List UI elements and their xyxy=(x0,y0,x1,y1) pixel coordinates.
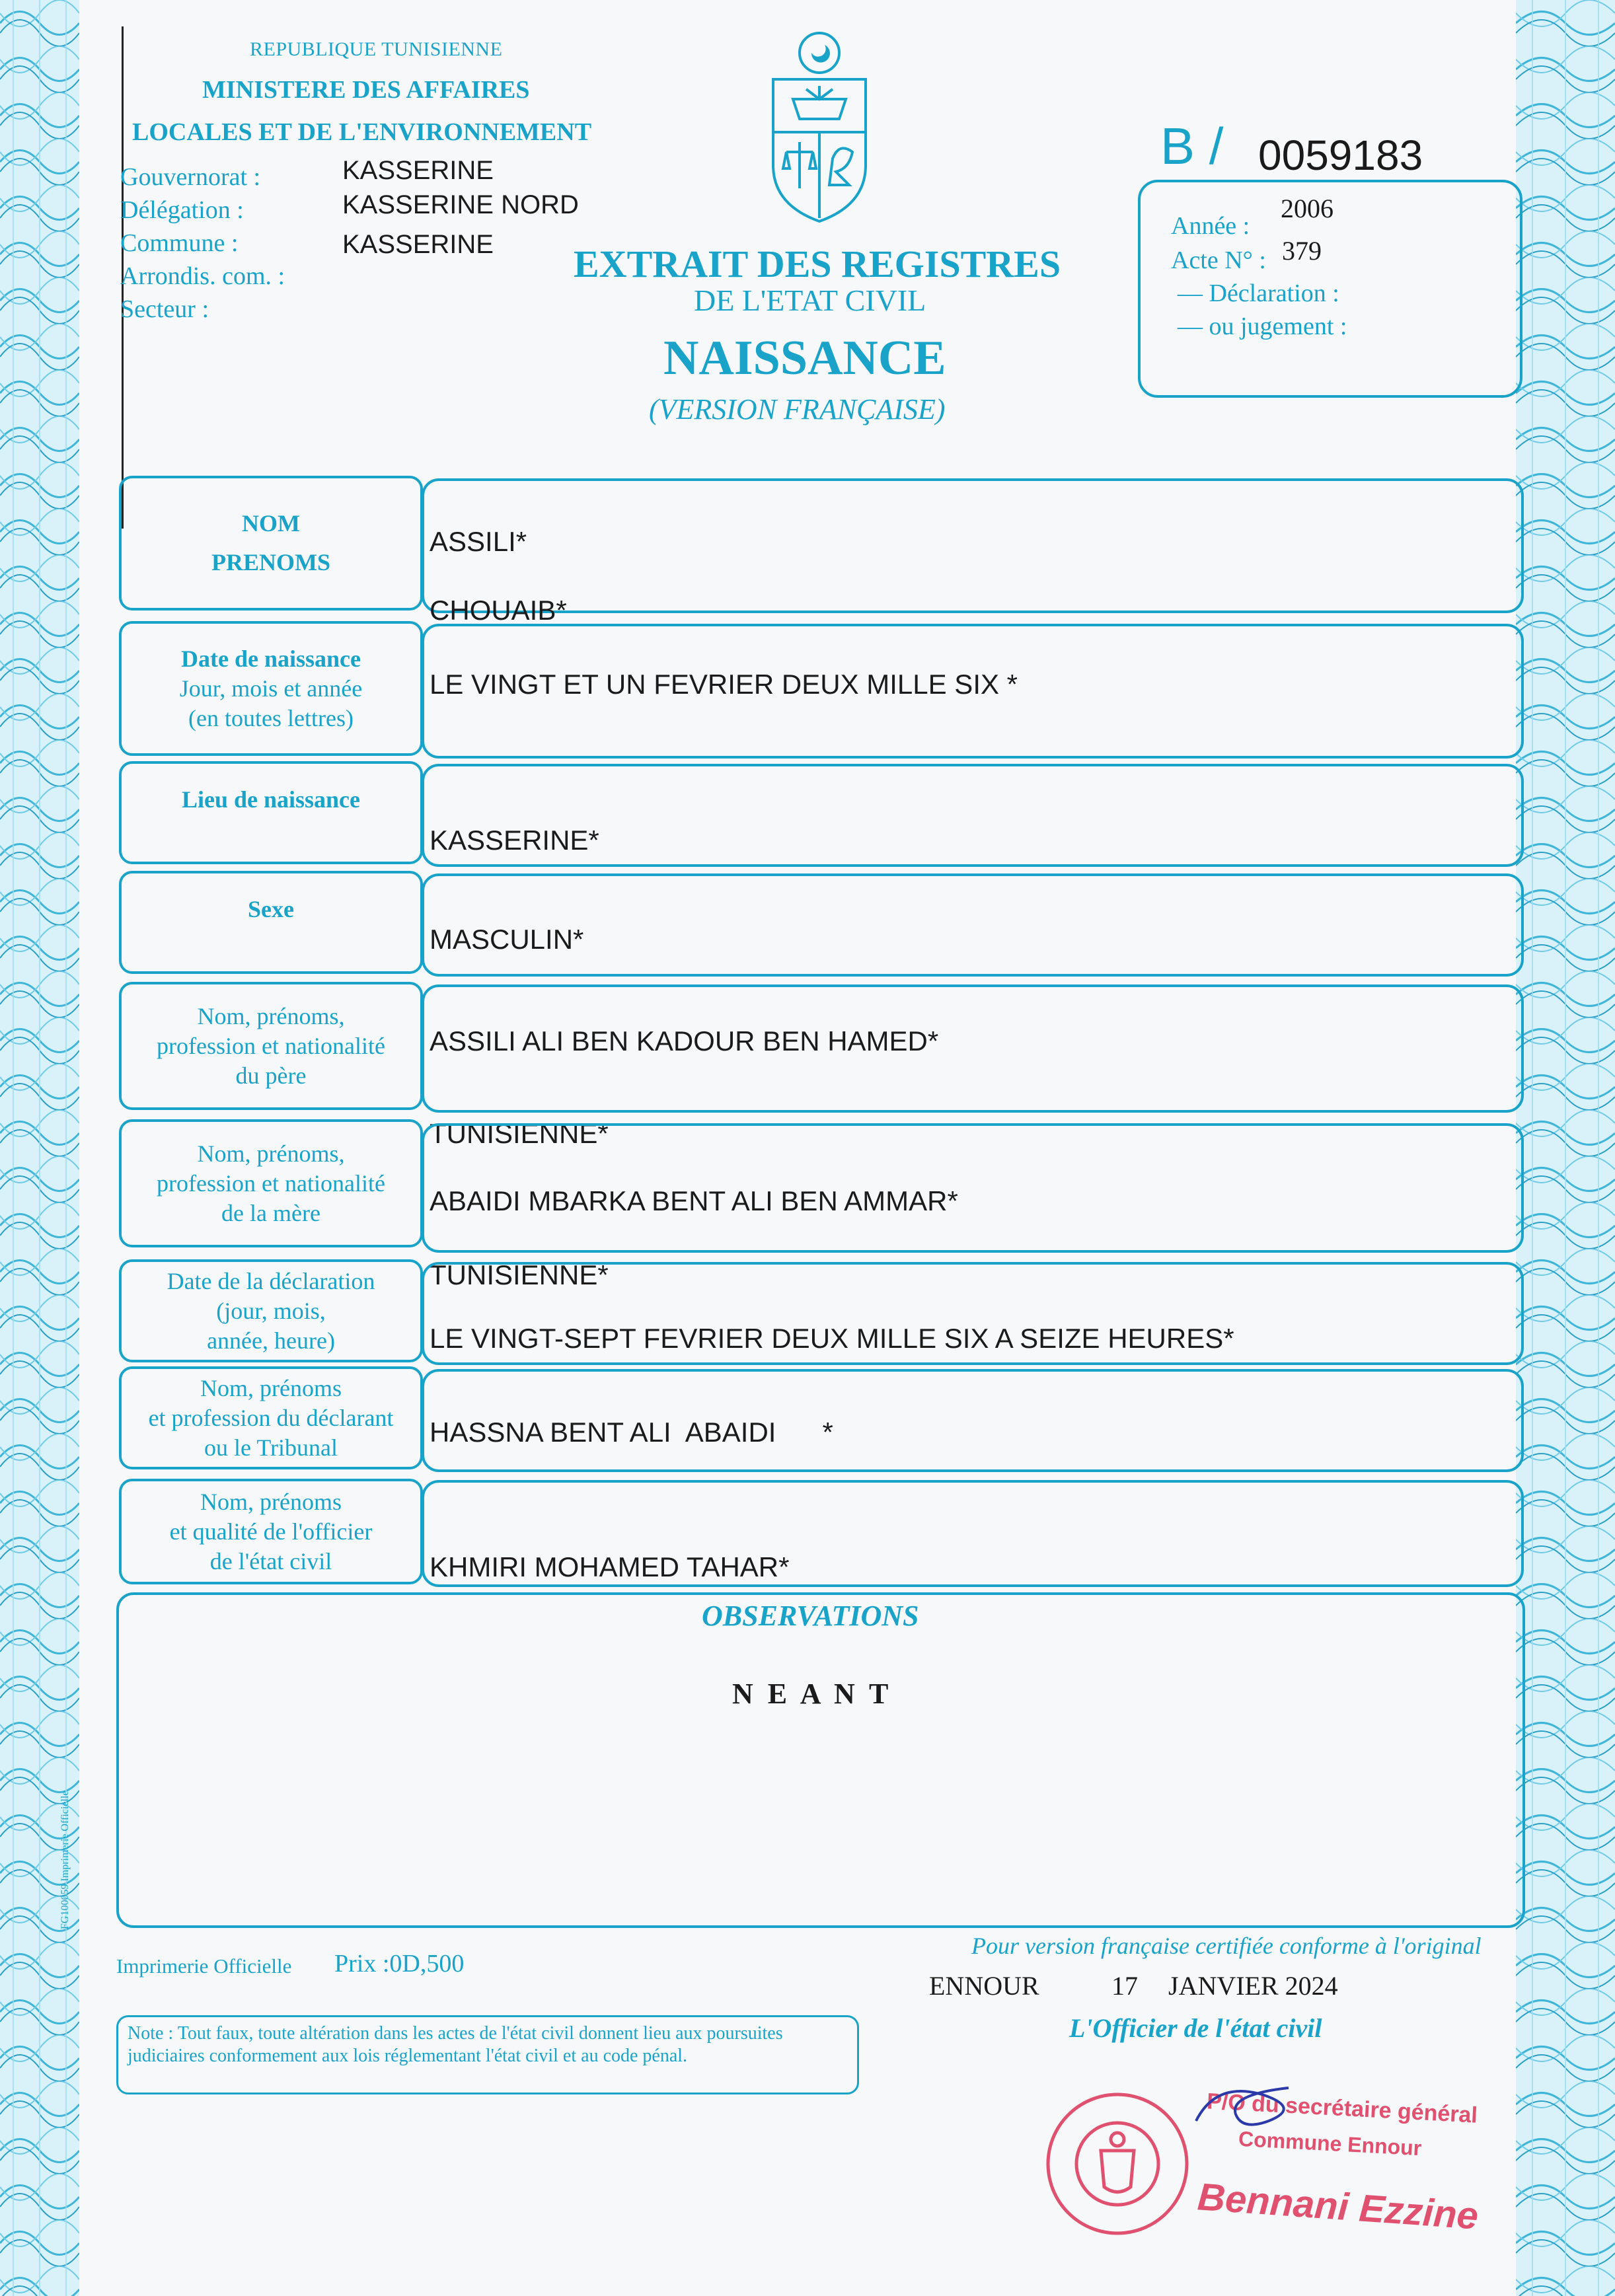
sexe-value: MASCULIN* xyxy=(430,924,584,955)
mere-nationalite: TUNISIENNE* xyxy=(430,1259,609,1290)
declarant-value: HASSNA BENT ALI ABAIDI * xyxy=(430,1417,833,1448)
stamp-text-line1: P/O du secrétaire général xyxy=(1206,2089,1478,2128)
acte-number-label: Acte N° : xyxy=(1171,246,1266,274)
annee-value: 2006 xyxy=(1281,194,1333,223)
mere-label-box xyxy=(119,1119,423,1247)
nom-value: ASSILI* xyxy=(430,526,527,557)
delegation-label: Délégation : xyxy=(120,196,244,224)
document-title-line1: EXTRAIT DES REGISTRES xyxy=(574,242,1061,285)
document-title-naissance: NAISSANCE xyxy=(663,331,946,385)
officier-label-line3: de l'état civil xyxy=(209,1547,332,1574)
pere-label-line3: du père xyxy=(235,1062,307,1089)
nom-value-box xyxy=(422,478,1524,613)
gouvernorat-label: Gouvernorat : xyxy=(120,163,261,191)
guilloche-border-left xyxy=(0,0,79,2296)
coat-of-arms-emblem xyxy=(760,26,879,225)
prenoms-label: PRENOMS xyxy=(211,549,330,575)
officier-label-box xyxy=(119,1479,423,1584)
pere-label-box xyxy=(119,982,423,1110)
republic-label: REPUBLIQUE TUNISIENNE xyxy=(250,38,503,60)
sexe-value-box xyxy=(422,873,1524,977)
mere-label-line3: de la mère xyxy=(221,1199,320,1226)
officer-title: L'Officier de l'état civil xyxy=(1069,2013,1322,2043)
ministry-line1: MINISTERE DES AFFAIRES xyxy=(202,76,530,104)
delegation-value: KASSERINE NORD xyxy=(342,190,579,219)
declarant-label-line3: ou le Tribunal xyxy=(204,1434,338,1461)
secteur-label: Secteur : xyxy=(120,295,209,323)
serial-number: 0059183 xyxy=(1258,131,1423,179)
issue-month-year: JANVIER 2024 xyxy=(1168,1971,1338,2001)
mere-value: ABAIDI MBARKA BENT ALI BEN AMMAR* xyxy=(430,1185,958,1216)
lieu-naissance-value: KASSERINE* xyxy=(430,825,599,856)
gouvernorat-value: KASSERINE xyxy=(342,156,494,185)
declaration-date-value: LE VINGT-SEPT FEVRIER DEUX MILLE SIX A SEIZE HEURES* xyxy=(430,1323,1234,1354)
nom-label: NOM xyxy=(242,510,300,537)
acte-number-value: 379 xyxy=(1282,236,1322,266)
printer-label: Imprimerie Officielle xyxy=(116,1954,292,1978)
declaration-date-label-box xyxy=(119,1259,423,1362)
side-print-code: FG100059 Imprimerie Officielle xyxy=(59,1791,71,1929)
certified-conforme: Pour version française certifiée conforme à l'original xyxy=(971,1933,1482,1959)
issue-day: 17 xyxy=(1111,1971,1138,2001)
officier-label-line1: Nom, prénoms xyxy=(200,1488,342,1515)
date-naissance-label-box xyxy=(119,621,423,756)
price-label: Prix :0D,500 xyxy=(334,1950,465,1978)
pere-label-line1: Nom, prénoms, xyxy=(197,1002,345,1029)
declaration-date-label-line2: (jour, mois, xyxy=(216,1297,326,1324)
jugement-label: — ou jugement : xyxy=(1178,313,1347,340)
mere-label-line2: profession et nationalité xyxy=(157,1169,385,1197)
guilloche-border-right xyxy=(1516,0,1615,2296)
arrondissement-label: Arrondis. com. : xyxy=(120,262,285,290)
stamp-text-line2: Commune Ennour xyxy=(1238,2126,1423,2161)
annee-label: Année : xyxy=(1171,212,1250,240)
pere-value: ASSILI ALI BEN KADOUR BEN HAMED* xyxy=(430,1025,939,1056)
document-title-line2: DE L'ETAT CIVIL xyxy=(694,283,926,317)
declaration-date-label-line3: année, heure) xyxy=(207,1327,335,1354)
date-naissance-sublabel1: Jour, mois et année xyxy=(179,675,363,702)
sexe-label-box xyxy=(119,871,423,974)
serial-prefix: B / xyxy=(1160,117,1224,175)
stamp-signature: Bennani Ezzine xyxy=(1196,2175,1480,2238)
officier-label-line2: et qualité de l'officier xyxy=(169,1518,373,1545)
observations-value: N E A N T xyxy=(732,1678,889,1710)
observations-title: OBSERVATIONS xyxy=(702,1600,919,1632)
declarant-label-line1: Nom, prénoms xyxy=(200,1374,342,1401)
declaration-label: — Déclaration : xyxy=(1178,279,1339,307)
ministry-line2: LOCALES ET DE L'ENVIRONNEMENT xyxy=(132,118,592,146)
mere-label-line1: Nom, prénoms, xyxy=(197,1140,345,1167)
lieu-naissance-label-box xyxy=(119,761,423,864)
observations-box xyxy=(116,1592,1525,1928)
lieu-naissance-label: Lieu de naissance xyxy=(181,786,361,813)
commune-value: KASSERINE xyxy=(342,230,494,259)
date-naissance-sublabel2: (en toutes lettres) xyxy=(188,704,354,731)
legal-note-text: Note : Tout faux, toute altération dans les actes de l'état civil donnent lieu aux poursuites judiciaires conformement aux lois réglementant l'état civil et au code pénal. xyxy=(128,2023,783,2066)
issue-place: ENNOUR xyxy=(929,1971,1039,2001)
declarant-label-box xyxy=(119,1366,423,1469)
nom-prenoms-label-box xyxy=(119,476,423,611)
officier-value: KHMIRI MOHAMED TAHAR* xyxy=(430,1551,790,1582)
signature-scribble xyxy=(1189,2075,1388,2134)
commune-label: Commune : xyxy=(120,229,239,257)
official-round-stamp xyxy=(1041,2088,1193,2240)
sexe-label: Sexe xyxy=(248,895,294,922)
date-naissance-label: Date de naissance xyxy=(181,645,361,672)
prenoms-value: CHOUAIB* xyxy=(430,595,567,626)
legal-note xyxy=(116,2015,859,2094)
declarant-label-line2: et profession du déclarant xyxy=(148,1404,394,1431)
declaration-date-label-line1: Date de la déclaration xyxy=(167,1267,375,1294)
date-naissance-value: LE VINGT ET UN FEVRIER DEUX MILLE SIX * xyxy=(430,669,1018,700)
pere-nationalite: TUNISIENNE* xyxy=(430,1118,609,1149)
pere-label-line2: profession et nationalité xyxy=(157,1032,385,1059)
document-title-version: (VERSION FRANÇAISE) xyxy=(649,393,946,426)
